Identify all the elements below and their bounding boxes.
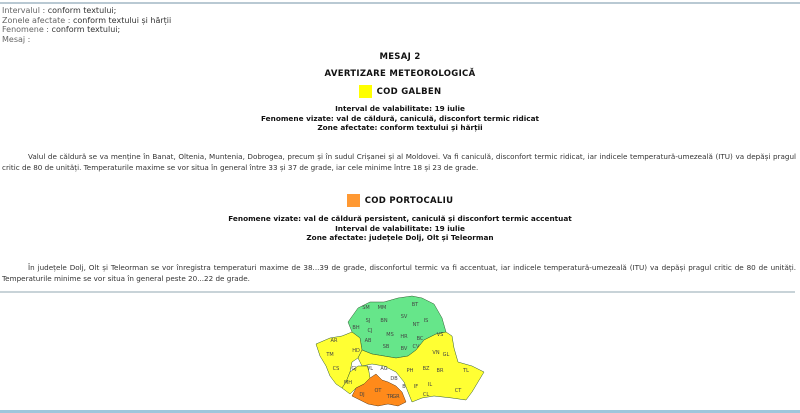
svg-text:HR: HR [400,334,408,340]
svg-text:SB: SB [382,344,390,350]
svg-text:PH: PH [406,368,414,374]
svg-text:BN: BN [380,318,388,324]
svg-text:AB: AB [364,338,372,344]
meta-message: Mesaj : [2,34,31,44]
svg-text:BH: BH [352,325,360,331]
svg-text:SJ: SJ [365,318,371,324]
svg-text:SM: SM [362,305,370,311]
meta-phenomena: Fenomene : conform textului; [2,25,121,34]
header-meta [2,6,171,44]
svg-text:DB: DB [390,376,398,382]
svg-text:OT: OT [374,388,382,394]
svg-text:MS: MS [386,332,394,338]
meta-zones: Zonele afectate : conform textului și hărții [2,15,172,25]
orange-square-icon [347,194,360,207]
svg-text:CJ: CJ [367,328,373,334]
orange-zones: Zone afectate: județele Dolj, Olt și Teleorman [306,233,494,242]
svg-text:HD: HD [352,348,360,354]
orange-code-label: COD PORTOCALIU [364,195,454,206]
svg-text:BT: BT [411,302,419,308]
svg-text:DJ: DJ [359,392,365,398]
svg-text:BV: BV [400,346,408,352]
svg-text:GL: GL [442,352,450,358]
svg-text:VS: VS [436,332,444,338]
top-divider [0,2,800,4]
yellow-interval: Interval de valabilitate: 19 iulie [335,104,465,113]
orange-code-text: În județele Dolj, Olt și Teleorman se vor înregistra temperaturi maxime de 38...39 de grade, disconfortul termic va fi accentuat, iar indicele temperatură-umezeală (ITU) va depăși pragul critic de 80 de unități. Temperaturile minime se vor situa în general peste 20...22 de grade. [2,263,796,283]
yellow-zones: Zone afectate: conform textului și hărții [317,123,483,132]
svg-text:TR: TR [386,394,394,400]
orange-code-info [0,214,800,243]
svg-text:BZ: BZ [422,366,430,372]
svg-text:VN: VN [432,350,440,356]
svg-text:B: B [402,384,406,390]
yellow-code-info [0,104,800,133]
yellow-code-label: COD GALBEN [376,86,442,97]
yellow-code-text: Valul de căldură se va menține în Banat, Oltenia, Muntenia, Dobrogea, precum și în sudul Crișanei și al Moldovei. Va fi caniculă, disconfort termic ridicat, iar indicele temperatură-umezeală (ITU) va depăși pragul critic de 80 de unități. Temperaturile maxime se vor situa în general între 33 și 37 de grade, iar cele minime între 18 și 23 de grade. [2,152,796,172]
svg-text:BR: BR [436,368,444,374]
meta-interval: Intervalul : conform textului; [2,6,117,15]
svg-text:IF: IF [413,384,419,390]
svg-text:VL: VL [366,366,374,372]
message-number-title: MESAJ 2 [379,52,421,62]
orange-code-heading [0,192,800,211]
svg-text:NT: NT [412,322,420,328]
svg-text:GR: GR [392,394,400,400]
svg-text:MM: MM [377,305,387,311]
svg-text:BC: BC [416,336,424,342]
svg-text:TM: TM [326,352,334,358]
svg-text:CV: CV [412,344,420,350]
svg-text:IL: IL [427,382,433,388]
svg-text:IS: IS [423,318,429,324]
svg-text:CT: CT [454,388,462,394]
svg-text:GJ: GJ [351,366,357,372]
yellow-square-icon [359,85,372,98]
svg-text:MH: MH [343,380,353,386]
svg-text:SV: SV [400,314,408,320]
warning-title: AVERTIZARE METEOROLOGICĂ [324,69,476,79]
svg-text:CS: CS [332,366,340,372]
svg-text:AR: AR [330,338,338,344]
svg-text:CL: CL [422,392,430,398]
svg-text:TL: TL [463,368,469,374]
romania-warning-map [312,292,492,410]
yellow-code-heading [0,83,800,102]
svg-text:AG: AG [380,366,388,372]
yellow-phenomena: Fenomene vizate: val de căldură, caniculă, disconfort termic ridicat [260,113,540,123]
orange-interval: Interval de valabilitate: 19 iulie [335,223,465,233]
orange-phenomena: Fenomene vizate: val de căldură persistent, caniculă și disconfort termic accentuat [228,214,572,223]
